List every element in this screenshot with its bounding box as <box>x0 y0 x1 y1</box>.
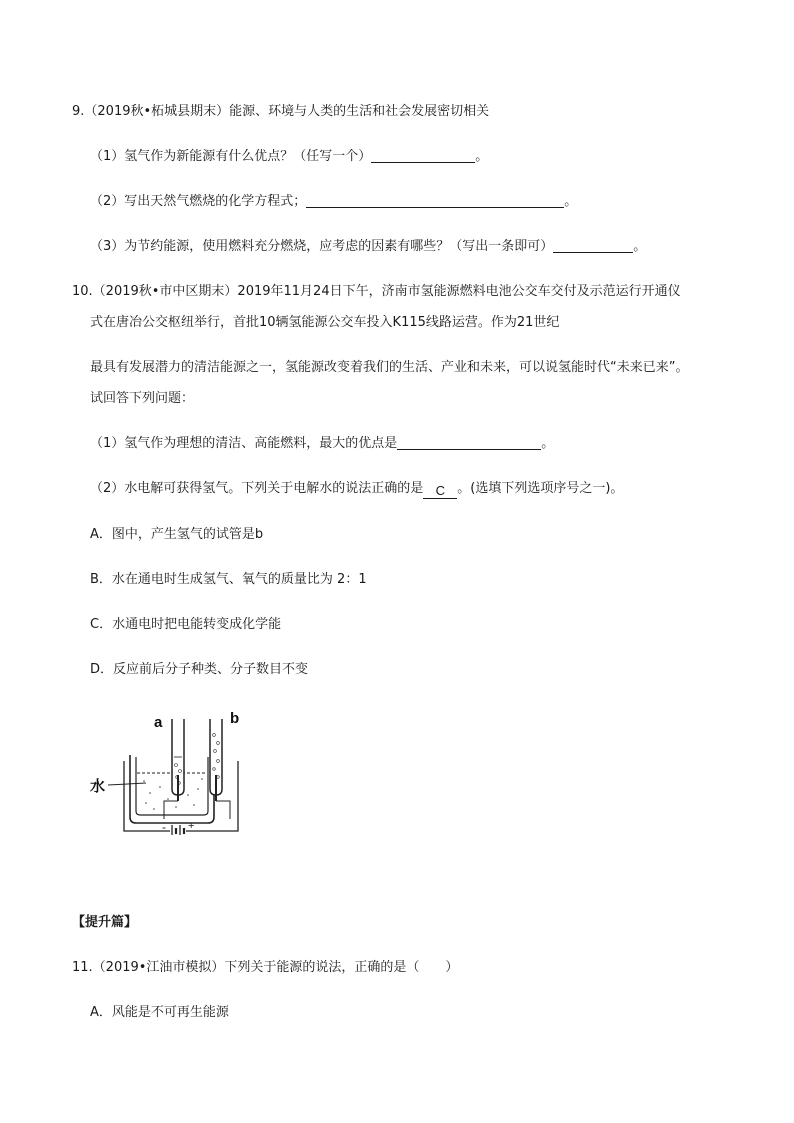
q10-option-b-text: B．水在通电时生成氢气、氧气的质量比为 2：1 <box>90 572 367 587</box>
q9-part3-end: 。 <box>633 239 647 254</box>
q10-option-b <box>90 571 367 589</box>
q10-part2-text: （2）水电解可获得氢气。下列关于电解水的说法正确的是 <box>90 481 424 496</box>
q9-part1-blank[interactable] <box>371 148 475 163</box>
q10-part1 <box>90 435 554 453</box>
q9-part3-blank[interactable] <box>553 238 633 253</box>
q11-stem-text: 11.（2019•江油市模拟）下列关于能源的说法，正确的是（ ） <box>72 960 459 975</box>
label-b: b <box>230 710 240 727</box>
q9-part2-text: （2）写出天然气燃烧的化学方程式； <box>90 194 307 209</box>
q9-part1 <box>90 148 488 166</box>
label-a: a <box>154 714 163 731</box>
electrolysis-figure <box>88 705 258 835</box>
q10-part2-answer[interactable]: C <box>423 482 457 499</box>
q10-stem-line2 <box>90 314 559 332</box>
q9-part1-end: 。 <box>475 149 489 164</box>
battery-icon <box>172 825 184 835</box>
q10-part2 <box>90 480 623 499</box>
section-title <box>72 914 137 932</box>
q9-part3-text: （3）为节约能源，使用燃料充分燃烧，应考虑的因素有哪些？（写出一条即可） <box>90 239 554 254</box>
battery-minus: - <box>162 820 166 834</box>
q10-body-line2 <box>90 390 194 408</box>
battery-plus: + <box>188 820 195 832</box>
q10-body-line1 <box>90 359 688 377</box>
label-water: 水 <box>90 778 106 795</box>
water-pointer <box>108 783 146 785</box>
q10-body-line1-text: 最具有发展潜力的清洁能源之一，氢能源改变着我们的生活、产业和未来，可以说氢能时代“未来已来”。 <box>90 360 689 375</box>
q11-stem <box>72 959 458 977</box>
q10-option-d-text: D．反应前后分子种类、分子数目不变 <box>90 662 309 677</box>
q9-stem <box>72 103 489 121</box>
q10-part1-end: 。 <box>541 436 555 451</box>
q10-part1-text: （1）氢气作为理想的清洁、高能燃料，最大的优点是 <box>90 436 398 451</box>
q11-option-a <box>90 1004 229 1022</box>
q10-stem-text: 10.（2019秋•市中区期末）2019年11月24日下午，济南市氢能源燃料电池公交车交付及示范运行开通仪 <box>72 284 681 299</box>
wire <box>164 801 230 819</box>
q10-stem-line2-text: 式在唐冶公交枢纽举行，首批10辆氢能源公交车投入K115线路运营。作为21世纪 <box>90 315 560 330</box>
q10-part2-end: 。(选填下列选项序号之一)。 <box>457 481 624 496</box>
q10-option-d <box>90 661 308 679</box>
q9-part2 <box>90 193 577 211</box>
q9-part1-text: （1）氢气作为新能源有什么优点？（任写一个） <box>90 149 372 164</box>
q11-option-a-text: A．风能是不可再生能源 <box>90 1005 229 1020</box>
q9-part2-end: 。 <box>564 194 578 209</box>
q10-option-c-text: C．水通电时把电能转变成化学能 <box>90 617 282 632</box>
q9-part3 <box>90 238 646 256</box>
q10-option-a <box>90 526 263 544</box>
section-title-text: 【提升篇】 <box>72 915 138 930</box>
q9-part2-blank[interactable] <box>306 193 564 208</box>
q10-body-line2-text: 试回答下列问题： <box>90 391 195 406</box>
q10-option-c <box>90 616 281 634</box>
q10-stem <box>72 283 681 301</box>
q10-part1-blank[interactable] <box>397 435 541 450</box>
q10-option-a-text: A．图中，产生氢气的试管是b <box>90 527 264 542</box>
q9-stem-text: 9.（2019秋•柘城县期末）能源、环境与人类的生活和社会发展密切相关 <box>72 104 490 119</box>
